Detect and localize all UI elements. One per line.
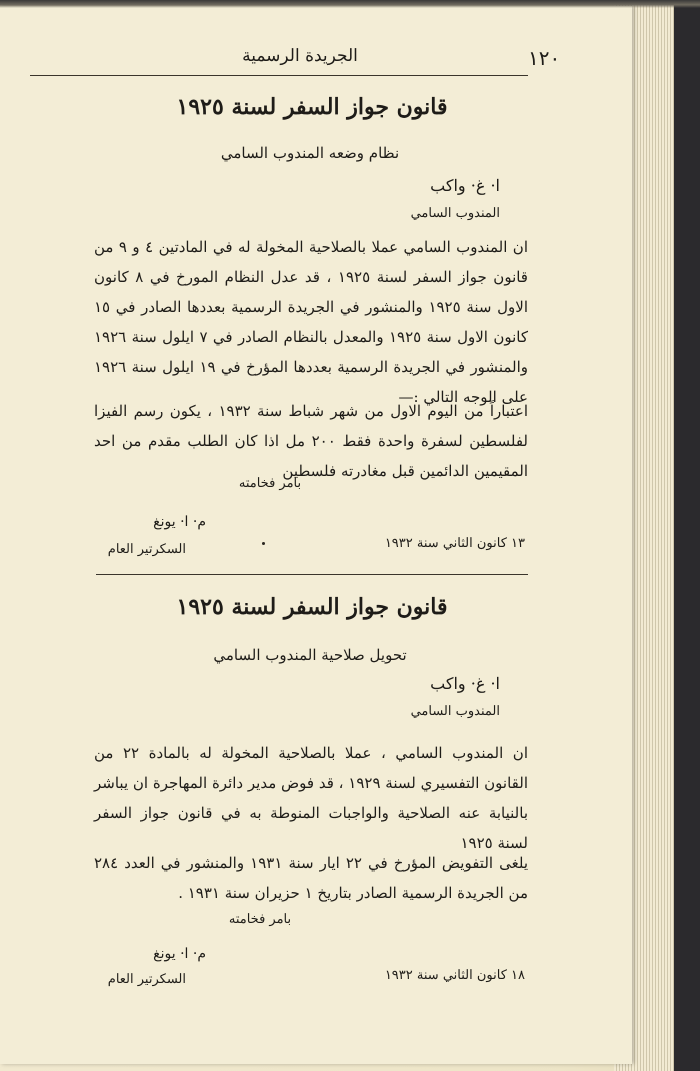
section-divider <box>96 574 528 575</box>
section1-secretary-name: م· ا· يونغ <box>153 514 206 530</box>
section2-subtitle: تحويل صلاحية المندوب السامي <box>213 646 407 664</box>
section1-signatory-name: ا· غ· واكب <box>430 176 500 195</box>
section2-date: ١٨ كانون الثاني سنة ١٩٣٢ <box>384 968 525 983</box>
book-cover-edge <box>674 0 700 1071</box>
header-rule <box>30 75 528 76</box>
section2-secretary-name: م· ا· يونغ <box>153 946 206 962</box>
section2-title: قانون جواز السفر لسنة ١٩٢٥ <box>176 594 448 620</box>
gazette-page <box>0 6 632 1064</box>
page-number: ١٢٠ <box>528 46 561 70</box>
section1-by-order: بامر فخامته <box>238 476 302 491</box>
top-shadow <box>0 0 700 8</box>
section1-preamble: ان المندوب السامي عملا بالصلاحية المخولة له في المادتين ٤ و ٩ من قانون جواز السفر لسنة ١٩٢٥ ، قد عدل النظام المورخ في ٨ كانون الاول سنة ١٩٢٥ والمنشور في الجريدة الرسمية بعددها الصادر في ١٥ كانون الاول سنة ١٩٢٥ والمعدل بالنظام الصادر في ٧ ايلول سنة ١٩٢٦ والمنشور في الجريدة الرسمية بعددها المؤرخ في ١٩ ايلول سنة ١٩٢٦ على الوجه التالي :— <box>94 238 528 406</box>
section2-preamble: ان المندوب السامي ، عملا بالصلاحية المخولة له بالمادة ٢٢ من القانون التفسيري لسنة ١٩٢٩ ، قد فوض مدير دائرة المهاجرة ان يباشر بالنيابة عنه الصلاحية والواجبات المنوطة به في قانون جواز السفر لسنة ١٩٢٥ <box>94 744 529 852</box>
section1-title: قانون جواز السفر لسنة ١٩٢٥ <box>176 94 448 120</box>
gazette-name: الجريدة الرسمية <box>242 46 358 66</box>
section2-signatory-role: المندوب السامي <box>410 704 500 719</box>
section2-signatory-name: ا· غ· واكب <box>430 674 500 693</box>
section1-subtitle: نظام وضعه المندوب السامي <box>220 144 400 162</box>
section2-secretary-role: السكرتير العام <box>107 972 186 987</box>
section1-secretary-role: السكرتير العام <box>107 542 186 557</box>
section2-body: يلغى التفويض المؤرخ في ٢٢ ايار سنة ١٩٣١ والمنشور في العدد ٢٨٤ من الجريدة الرسمية الصادر بتاريخ ١ حزيران سنة ١٩٣١ . <box>94 854 528 902</box>
section1-date: ١٣ كانون الثاني سنة ١٩٣٢ <box>384 536 525 551</box>
section1-body: اعتباراً من اليوم الاول من شهر شباط سنة ١٩٣٢ ، يكون رسم الفيزا لفلسطين لسفرة واحدة فقط ٢٠٠ مل اذا كان الطلب مقدم من احد المقيمين الدائمين قبل مغادرته فلسطين <box>94 402 528 480</box>
section2-by-order: بامر فخامته <box>228 912 292 927</box>
section1-signatory-role: المندوب السامي <box>410 206 500 221</box>
punctuation-dot <box>262 542 265 545</box>
